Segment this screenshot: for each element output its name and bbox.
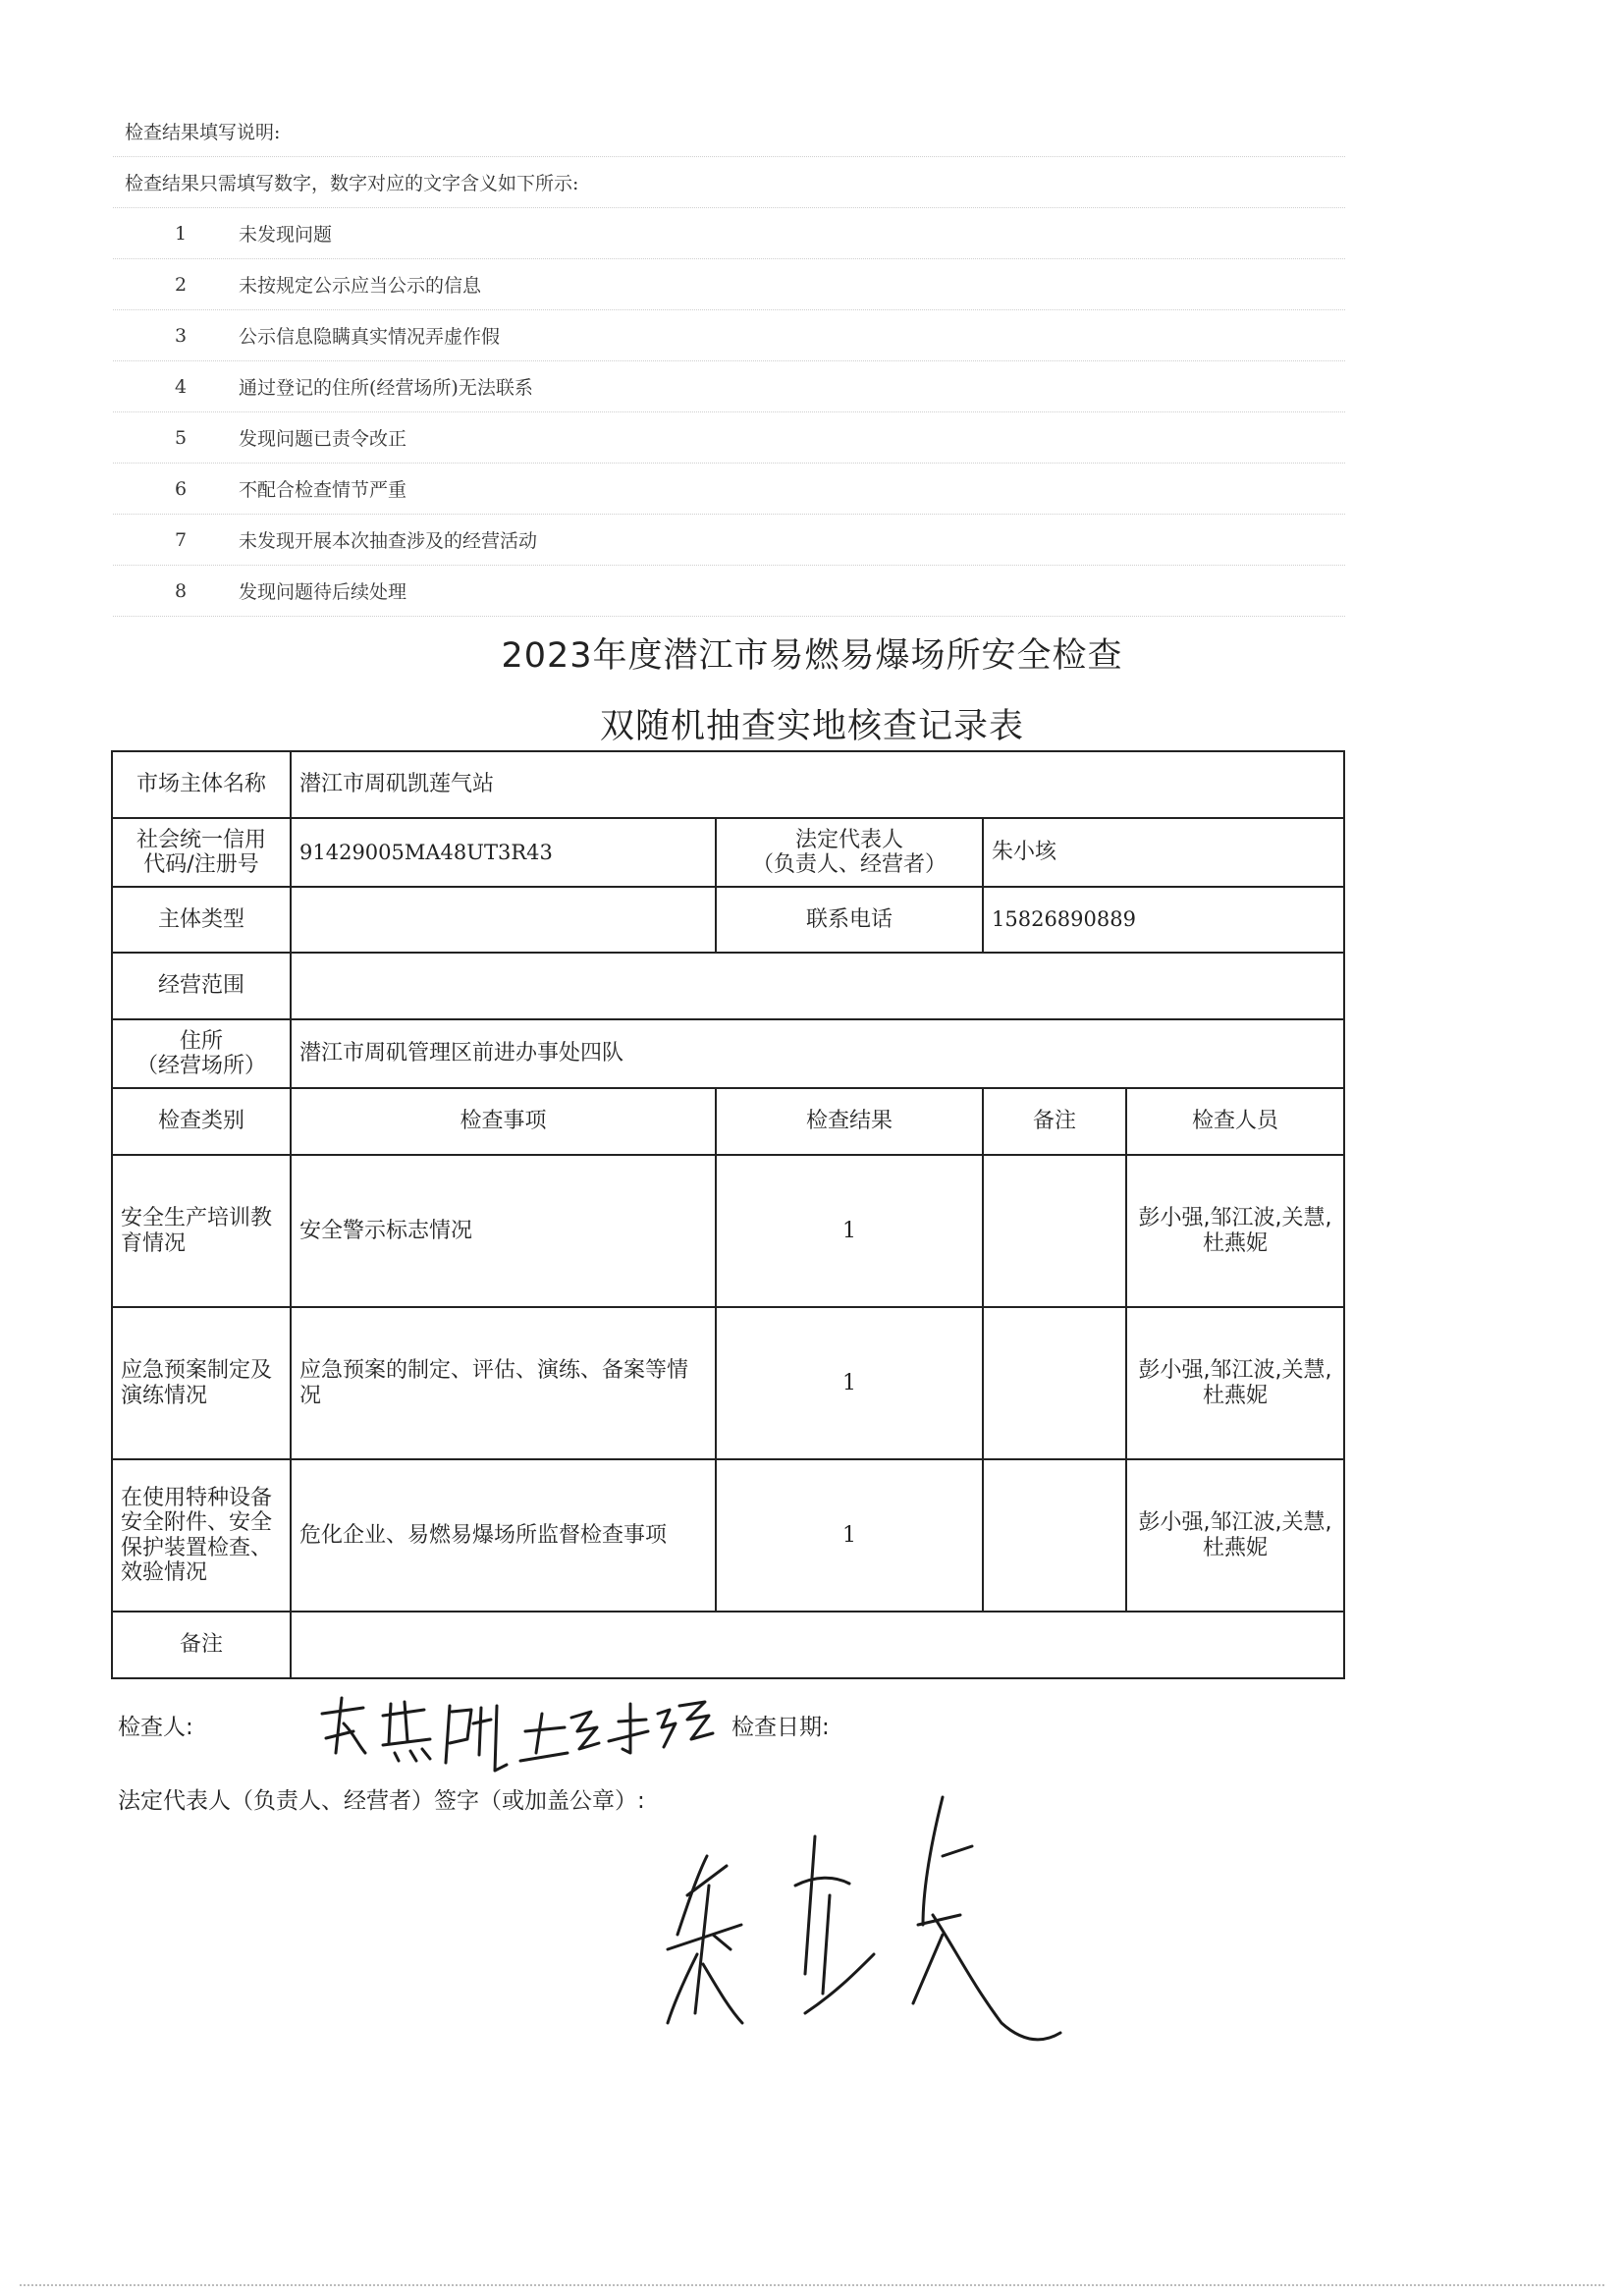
check-category: 安全生产培训教育情况 — [112, 1155, 291, 1307]
legal-rep-label — [716, 818, 983, 887]
inspector-signatures — [314, 1684, 727, 1777]
check-result: 1 — [716, 1155, 983, 1307]
legal-rep-label-line2: （负责人、经营者） — [751, 852, 947, 877]
business-scope-value — [291, 953, 1344, 1019]
document-title: 2023年度潜江市易燃易爆场所安全检查 — [501, 636, 1123, 676]
table-row — [112, 751, 1344, 818]
table-header-row — [112, 1088, 1344, 1155]
legend-text: 公示信息隐瞒真实情况弄虚作假 — [239, 326, 501, 348]
address-value: 潜江市周矶管理区前进办事处四队 — [291, 1019, 1344, 1088]
header-category: 检查类别 — [112, 1088, 291, 1155]
table-row — [112, 818, 1344, 887]
legend-num: 7 — [174, 528, 188, 551]
legend — [113, 106, 1345, 617]
inspector-label: 检查人: — [118, 1715, 193, 1740]
check-remark — [983, 1459, 1126, 1612]
table-row — [112, 1307, 1344, 1459]
inspection-date-label: 检查日期: — [731, 1715, 830, 1740]
header-inspectors: 检查人员 — [1126, 1088, 1344, 1155]
legal-rep-value: 朱小垓 — [983, 818, 1344, 887]
check-inspectors: 彭小强,邹江波,关慧,杜燕妮 — [1126, 1459, 1344, 1612]
check-item: 危化企业、易燃易爆场所监督检查事项 — [291, 1459, 716, 1612]
credit-code-label-line2: 代码/注册号 — [143, 852, 259, 877]
legend-text: 不配合检查情节严重 — [239, 479, 407, 501]
check-remark — [983, 1307, 1126, 1459]
check-remark — [983, 1155, 1126, 1307]
legend-item — [113, 515, 1345, 566]
legend-num: 4 — [174, 375, 188, 398]
header-remark: 备注 — [983, 1088, 1126, 1155]
legend-num: 5 — [174, 426, 188, 449]
subject-name-value: 潜江市周矶凯莲气站 — [291, 751, 1344, 818]
legend-text: 未发现问题 — [239, 224, 333, 246]
phone-value: 15826890889 — [983, 887, 1344, 953]
business-scope-label: 经营范围 — [112, 953, 291, 1019]
legend-item — [113, 310, 1345, 361]
record-table — [111, 750, 1345, 1679]
legend-num: 3 — [174, 324, 188, 347]
page-bottom-edge — [20, 2284, 1604, 2286]
table-row — [112, 1459, 1344, 1612]
address-label — [112, 1019, 291, 1088]
credit-code-label — [112, 818, 291, 887]
subject-type-value — [291, 887, 716, 953]
subject-type-label: 主体类型 — [112, 887, 291, 953]
legal-rep-signature — [648, 1777, 1090, 2062]
address-label-line1: 住所 — [179, 1028, 223, 1054]
header-item: 检查事项 — [291, 1088, 716, 1155]
legend-num: 2 — [174, 273, 188, 296]
legal-rep-label-line1: 法定代表人 — [794, 827, 903, 852]
legend-item — [113, 566, 1345, 617]
legend-item — [113, 259, 1345, 310]
check-inspectors: 彭小强,邹江波,关慧,杜燕妮 — [1126, 1307, 1344, 1459]
check-result: 1 — [716, 1459, 983, 1612]
check-item: 应急预案的制定、评估、演练、备案等情况 — [291, 1307, 716, 1459]
header-result: 检查结果 — [716, 1088, 983, 1155]
legend-num: 1 — [174, 222, 188, 245]
legend-item — [113, 208, 1345, 259]
legend-text: 通过登记的住所(经营场所)无法联系 — [239, 377, 533, 399]
legend-item — [113, 361, 1345, 412]
credit-code-label-line1: 社会统一信用 — [135, 827, 266, 852]
legend-item — [113, 412, 1345, 464]
check-category: 应急预案制定及演练情况 — [112, 1307, 291, 1459]
legend-num: 8 — [174, 579, 188, 602]
table-row — [112, 953, 1344, 1019]
legend-text: 发现问题已责令改正 — [239, 428, 407, 450]
table-row — [112, 1019, 1344, 1088]
phone-label: 联系电话 — [716, 887, 983, 953]
check-item: 安全警示标志情况 — [291, 1155, 716, 1307]
address-label-line2: （经营场所） — [135, 1054, 266, 1078]
remark-value — [291, 1612, 1344, 1678]
rep-signature-label: 法定代表人（负责人、经营者）签字（或加盖公章）: — [118, 1788, 645, 1814]
check-inspectors: 彭小强,邹江波,关慧,杜燕妮 — [1126, 1155, 1344, 1307]
legend-num: 6 — [174, 477, 188, 500]
check-category: 在使用特种设备安全附件、安全保护装置检查、效验情况 — [112, 1459, 291, 1612]
legend-text: 发现问题待后续处理 — [239, 581, 407, 603]
legend-text: 未按规定公示应当公示的信息 — [239, 275, 482, 297]
legend-text: 未发现开展本次抽查涉及的经营活动 — [239, 530, 538, 552]
legend-item — [113, 464, 1345, 515]
table-row — [112, 1155, 1344, 1307]
check-result: 1 — [716, 1307, 983, 1459]
legend-intro: 检查结果只需填写数字，数字对应的文字含义如下所示: — [113, 157, 1345, 208]
legend-heading: 检查结果填写说明: — [113, 106, 1345, 157]
subject-name-label: 市场主体名称 — [112, 751, 291, 818]
credit-code-value: 91429005MA48UT3R43 — [291, 818, 716, 887]
document-subtitle: 双随机抽查实地核查记录表 — [599, 707, 1024, 746]
table-row — [112, 887, 1344, 953]
table-row — [112, 1612, 1344, 1678]
remark-label: 备注 — [112, 1612, 291, 1678]
